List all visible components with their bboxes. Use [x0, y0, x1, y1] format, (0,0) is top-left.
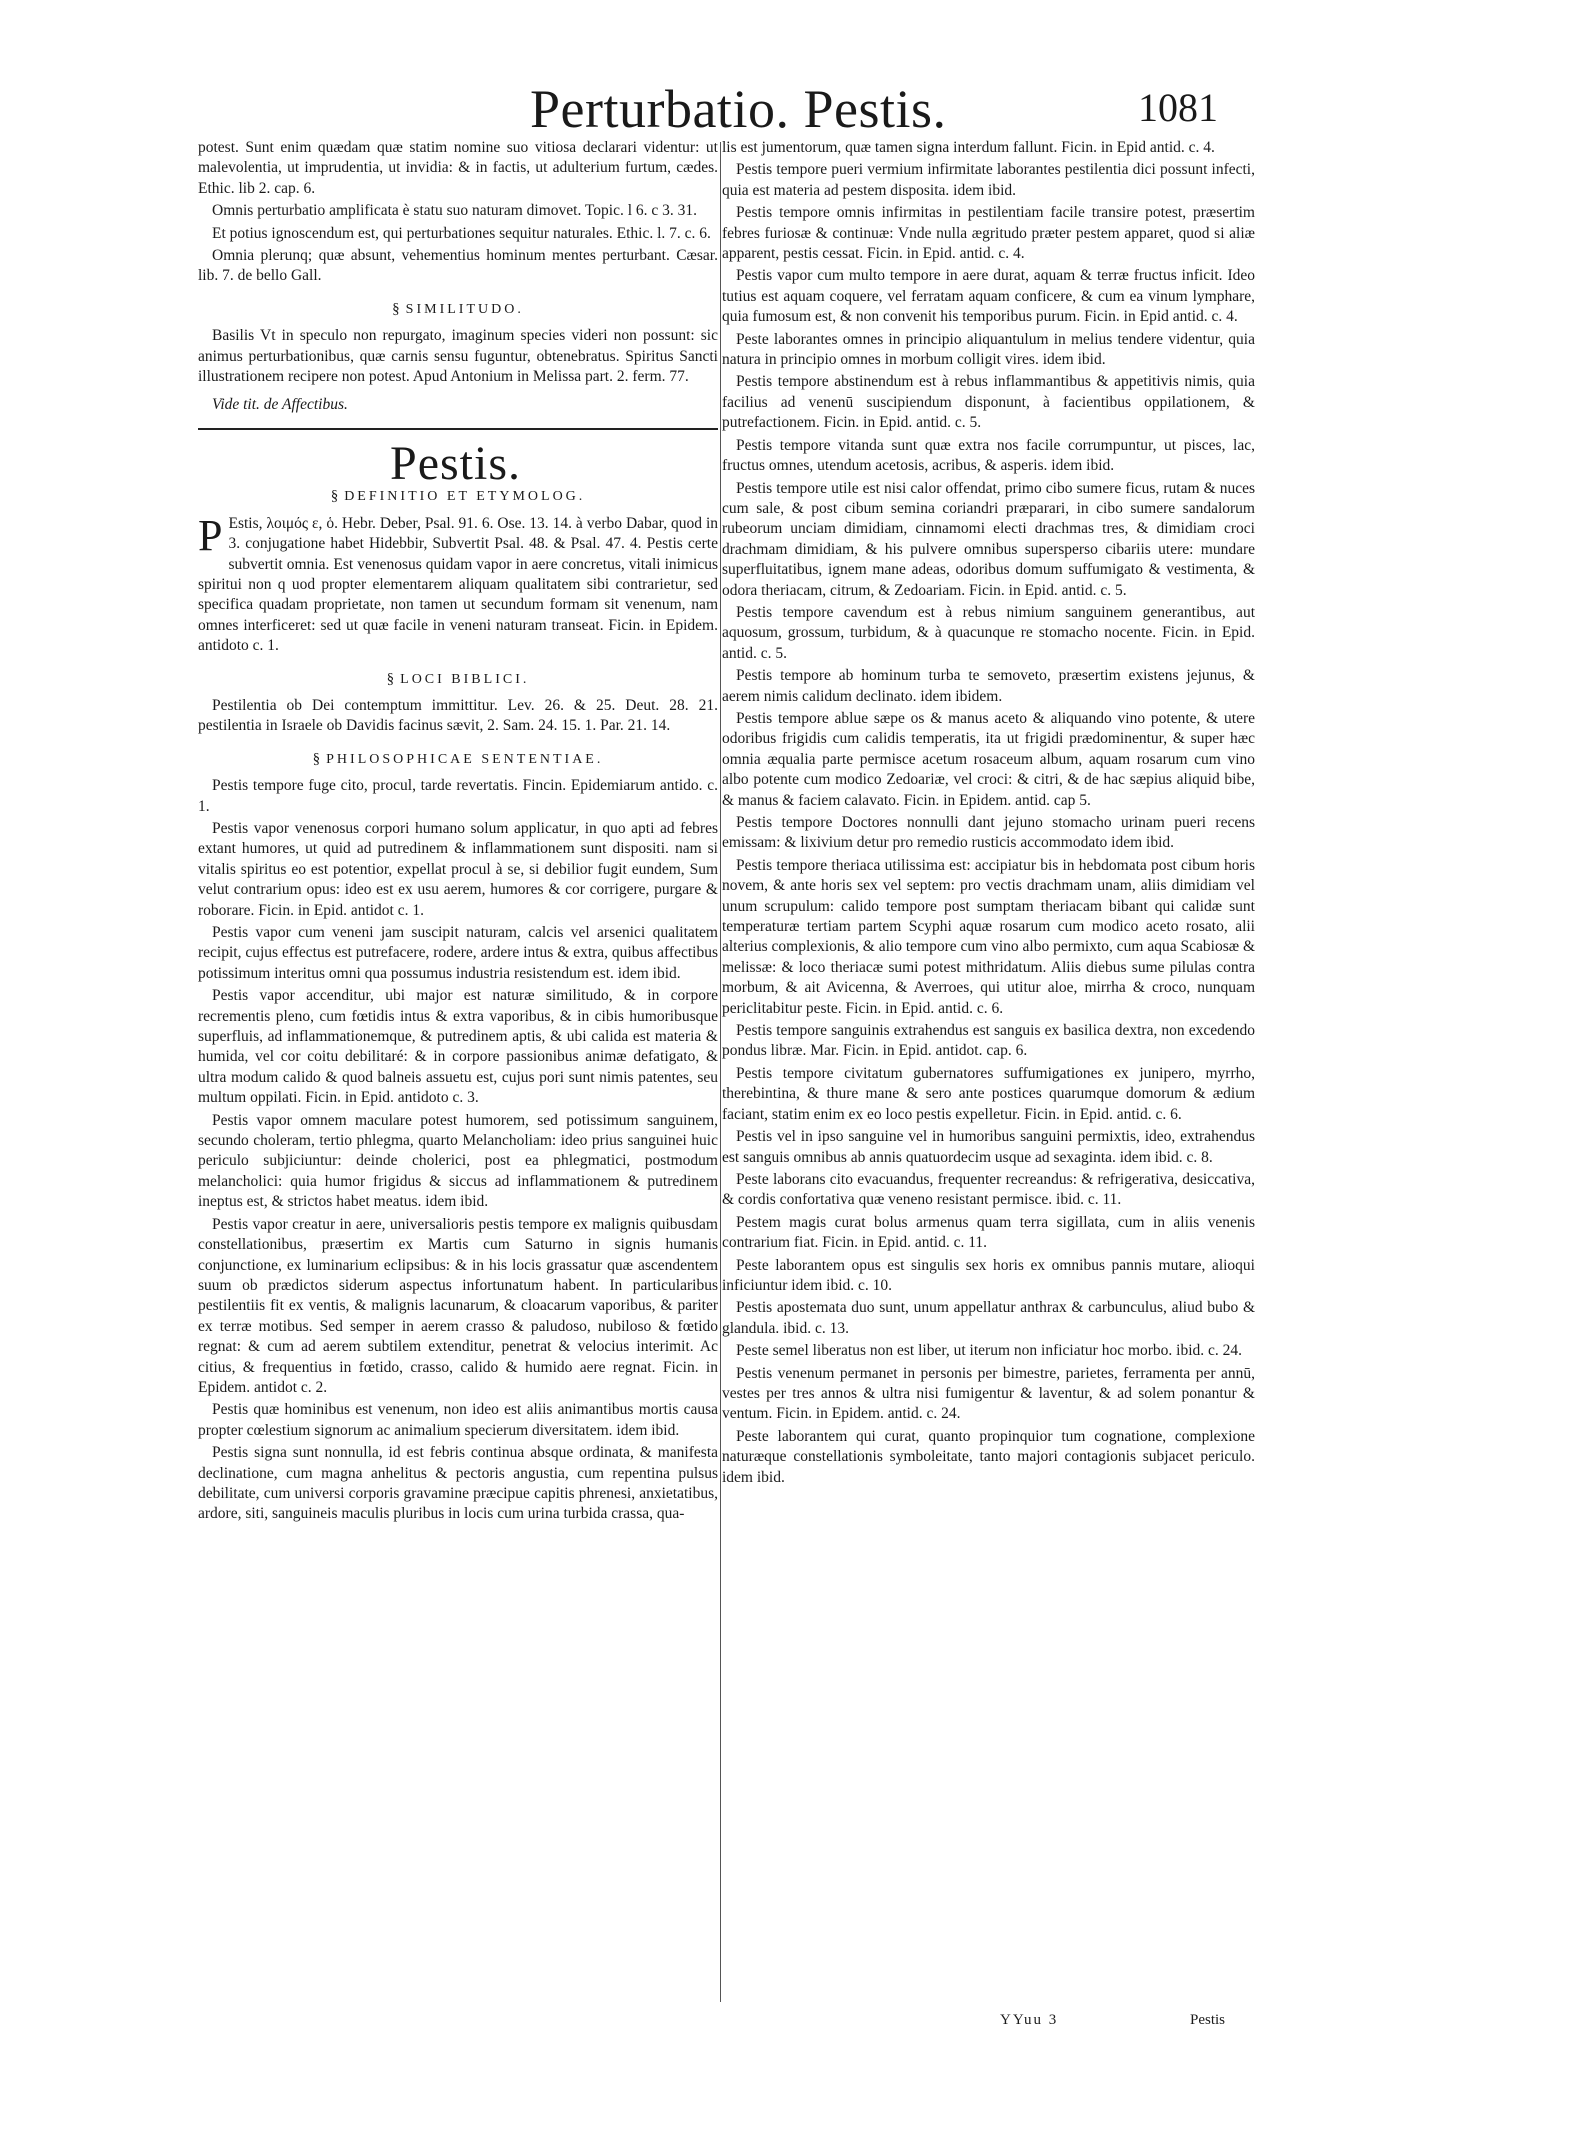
- paragraph: Pestis vapor accenditur, ubi major est naturæ similitudo, & in corpore recrementis pleno, cum fœtidis intus & extra vaporibus, & in cibis humoribusque superfluis, ad inflammationemque, & putredinem aptis, & ubi calida est materia & humida, vel cor coitu debilitaré: & in corpore passionibus animæ defatigato, & ultra modum calido & quod balneis assuetu est, cujus pori sunt nimis patentes, seu multum oppilati. Ficin. in Epid. antidoto c. 3.: [198, 987, 718, 1107]
- paragraph: Pestem magis curat bolus armenus quam terra sigillata, cum in aliis venenis contrarium fiat. Ficin. in Epid. antid. c. 11.: [722, 1213, 1255, 1252]
- paragraph: Pestis tempore pueri vermium infirmitate laborantes pestilentia dici possunt infecti, quia est materia ad pestem disposita. idem ibid.: [722, 161, 1255, 199]
- paragraph: Pestis tempore fuge cito, procul, tarde revertatis. Fincin. Epidemiarum antido. c. 1.: [198, 777, 718, 815]
- signature-mark: YYuu 3: [1000, 2012, 1059, 2028]
- running-head: Perturbatio. Pestis.: [530, 79, 947, 139]
- column-divider: [720, 142, 721, 2002]
- left-column: [198, 138, 718, 2018]
- right-column: [722, 138, 1255, 1998]
- section-rule: [198, 428, 718, 430]
- paragraph: Pestis apostemata duo sunt, unum appellatur anthrax & carbunculus, aliud bubo & glandula. ibid. c. 13.: [722, 1299, 1255, 1337]
- paragraph: Omnia plerunq; quæ absunt, vehementius hominum mentes perturbant. Cæsar. lib. 7. de bello Gall.: [198, 247, 718, 285]
- paragraph: Pestis venenum permanet in personis per bimestre, parietes, ferramenta per annū, vestes per tres annos & ultra nisi fumigentur & laventur, & ad solem ponantur & ventum. Ficin. in Epidem. antid. c. 24.: [722, 1364, 1255, 1423]
- similitudo-text: Basilis Vt in speculo non repurgato, imaginum species videri non possunt: sic animus perturbationibus, quæ carnis sensu fuguntur, obtenebratus. Spiritus Sancti illustrationem recipere non potest. Apud Antonium in Melissa part. 2. ferm. 77.: [198, 327, 718, 386]
- paragraph: Pestis tempore sanguinis extrahendus est sanguis ex basilica dextra, non excedendo pondus libræ. Mar. Ficin. in Epid. antidot. cap. 6.: [722, 1022, 1255, 1060]
- paragraph: Omnis perturbatio amplificata è statu suo naturam dimovet. Topic. l 6. c 3. 31.: [212, 202, 698, 220]
- paragraph: Pestis vapor cum multo tempore in aere durat, aquam & terræ fructus inficit. Ideo tutius est aquam coquere, vel ferratam aquam conficere, & cum ea vinum lymphare, quia fumosum est, & non convenit his temporibus purum. Ficin. in Epid antid. c. 4.: [722, 267, 1255, 326]
- paragraph: Peste laborantem qui curat, quanto propinquior tum cognatione, complexione naturæque constellationis symboleitate, tanto majori contagionis subjacet periculo. idem ibid.: [722, 1427, 1255, 1486]
- paragraph: Pestis vapor creatur in aere, universalioris pestis tempore ex malignis quibusdam constellationibus, præsertim ex Martis cum Saturno in signis humanis conjunctione, ex luminarium eclipsibus: & in his locis grassatur quæ ascendentem suum ob prædictos siderum aspectus infortunatum habent. In particularibus pestilentiis fit ex ventis, & malignis lacunarum, & cloacarum vaporibus, & pariter ex terræ motibus. Sed semper in aerem crasso & paludoso, nubiloso & fœtido regnat: & cum ad aerem subtilem extenditur, penetrat & velocius interimit. Ac citius, & frequentius in fœtido, crasso, calido & humido aere regnat. Ficin. in Epidem. antidot c. 2.: [198, 1215, 718, 1396]
- paragraph-mark-icon: §: [330, 488, 339, 505]
- paragraph: Peste laborantem opus est singulis sex horis ex omnibus pannis mutare, alioqui inficiuntur idem ibid. c. 10.: [722, 1256, 1255, 1294]
- paragraph: Pestis vapor venenosus corpori humano solum applicatur, in quo apti ad febres extant humores, ut quid ad putredinem & inflammationem sunt dispositi. nam si vitalis spiritus eo est potentior, expellat procul à se, si debilior fugit eundem, Sum velut contrarium opus: ideo est ex usu aerem, humores & cor corrigere, purgare & roborare. Ficin. in Epid. antidot c. 1.: [198, 819, 718, 919]
- paragraph-mark-icon: §: [312, 750, 321, 767]
- entry-title: Pestis.: [390, 436, 522, 490]
- loci-text: Pestilentia ob Dei contemptum immittitur. Lev. 26. & 25. Deut. 28. 21. pestilentia in Israele ob Davidis facinus sævit, 2. Sam. 24. 15. 1. Par. 21. 14.: [198, 696, 718, 735]
- catchword: Pestis: [1190, 2012, 1226, 2028]
- section-heading-loci: § LOCI BIBLICI.: [386, 670, 530, 687]
- section-heading-definitio: § DEFINITIO ET ETYMOLOG.: [330, 488, 586, 505]
- definition-text: P Estis, λοιμός ε, ὁ. Hebr. Deber, Psal. 91. 6. Ose. 13. 14. à verbo Dabar, quod in 3. conjugatione habet Hidebbir, Subvertit Psal. 48. & Psal. 47. 4. Pestis certe subvertit omnia. Est venenosus quidam vapor in aere concretus, vitali inimicus spiritui non q uod propter elementarem aliquam qualitatem sibi contrarietur, sed specifica quadam proprietate, non tamen ut secundum formam sit venenum, nam omnes interficeret: sed ut quæ facile in veneni naturam transeat. Ficin. in Epidem. antidoto c. 1.: [198, 510, 718, 655]
- page-number: 1081: [1138, 85, 1218, 130]
- paragraph: Pestis vapor cum veneni jam suscipit naturam, calcis vel arsenici qualitatem recipit, cujus effectus est putrefacere, rodere, ardere intus & extra, quibus affectibus potissimum interitus omni qua possumus industria resistendum est. idem ibid.: [198, 924, 718, 982]
- paragraph: Pestis vapor omnem maculare potest humorem, sed potissimum sanguinem, secundo choleram, tertio phlegma, quarto Melancholiam: ideo prius sanguinei huic periculo subjiciuntur: deinde cholerici, post ea phlegmatici, postmodum melancholici: quia humor frigidus & siccus ad inflammationem & putredinem ineptus est, & strictos habet meatus. idem ibid.: [198, 1111, 718, 1211]
- paragraph: Pestis tempore Doctores nonnulli dant jejuno stomacho urinam pueri recens emissam: & lixivium detur pro remedio rusticis accommodato idem ibid.: [722, 814, 1255, 852]
- paragraph: Pestis tempore ablue sæpe os & manus aceto & aliquando vino potente, & utere odoribus frigidis cum calidis temperatis, ita ut frigidi prædominentur, & super hæc omnia æqualia parte permisce acetum rosaceum album, aquam rosarum cum vino albo potente cum modico Zedoariæ, vel croci: & citri, & de hac sæpius aliquid bibe, & manus & faciem calavato. Ficin. in Epidem. antid. cap 5.: [722, 709, 1255, 809]
- drop-cap: P: [198, 510, 223, 560]
- paragraph: potest. Sunt enim quædam quæ statim nomine suo vitiosa declarari videntur: ut malevolentia, ut imprudentia, ut invidia: & in factis, ut adulterium furtum, cædes. Ethic. lib 2. cap. 6.: [198, 139, 718, 197]
- paragraph: Peste laborans cito evacuandus, frequenter recreandus: & refrigerativa, desiccativa, & cordis confortativa quæ veneno resistant permisce. ibid. c. 11.: [722, 1170, 1255, 1209]
- paragraph: Pestis tempore vitanda sunt quæ extra nos facile corrumpuntur, ut pisces, lac, fructus omnes, utendum acetosis, acribus, & asperis. idem ibid.: [722, 436, 1255, 475]
- paragraph: Pestis tempore utile est nisi calor offendat, primo cibo sumere ficus, rutam & nuces cum sale, & post cibum semina coriandri præparari, in cibo sumere sandalorum rubeorum unciam dimidiam, cinnamomi electi drachmas tres, & dimidiam croci drachmam dimidiam, & his pulvere omnibus superspersо cibariis utere: mundare superfluitatibus, ignem mane adeas, odoribus domum suffumigato & vestimenta, & odora theriacam, citrum, & Zedoariam. Ficin. in Epid. antid. c. 5.: [722, 479, 1255, 599]
- paragraph: Pestis tempore omnis infirmitas in pestilentiam facile transire potest, præsertim febres furiosæ & continuæ: Vnde nulla ægritudo præter pestem apparet, quod si aliæ apparent, pestis cessat. Ficin. in Epid. antid. c. 4.: [722, 204, 1255, 263]
- see-also: Vide tit. de Affectibus.: [212, 396, 348, 414]
- paragraph: lis est jumentorum, quæ tamen signa interdum fallunt. Ficin. in Epid antid. c. 4.: [722, 139, 1215, 156]
- paragraph: Pestis signa sunt nonnulla, id est febris continua absque ordinata, & manifesta declinatione, cum magna anhelitus & pectoris angustia, cum repentina pulsus debilitate, cum universi corporis gravamine præcipue capitis phrenesi, anxietatibus, ardore, siti, sanguineis maculis pluribus in locis cum urina turbida crassa, qua-: [198, 1444, 718, 1523]
- paragraph-mark-icon: §: [386, 670, 395, 687]
- paragraph: Peste laborantes omnes in principio aliquantulum in melius tendere videntur, quia natura in principio omnes in morbum colligit vires. idem ibid.: [722, 330, 1255, 369]
- paragraph: Pestis tempore civitatum gubernatores suffumigationes ex junipero, myrrho, therebintina, & thure mane & sero ante postices quarumque domorum & ædium faciant, statim enim ex eo loco pestis expelletur. Ficin. in Epid. antid. c. 6.: [722, 1064, 1255, 1123]
- paragraph: Pestis tempore theriaca utilissima est: accipiatur bis in hebdomata post cibum horis novem, & ante horis sex vel septem: pro vectis drachmam unam, aliis dimidiam vel unum scrupulum: calido tempore post sumptam theriacam bibant qui calidæ sunt temperaturæ tertiam partem Scyphi aquæ rosarum cum modico aceto rosato, alii alterius complexionis, & alio tempore cum vino albo permixto, cum aqua Scabiosæ & melissæ: & loco theriacæ sumi potest mithridatum. Aliis diebus sume pilulas contra morbum, & ait Avicenna, & Averroes, qui utitur aloe, mirrha & croco, nunquam periclitabitur peste. Ficin. in Epid. antid. c. 6.: [722, 856, 1255, 1017]
- paragraph: Peste semel liberatus non est liber, ut iterum non inficiatur hoc morbo. ibid. c. 24.: [736, 1342, 1243, 1360]
- paragraph: Pestis tempore ab hominum turba te semoveto, præsertim existens jejunus, & aerem nimis calidum declinato. idem ibidem.: [722, 667, 1255, 705]
- section-heading-similitudo: § SIMILITUDO.: [392, 300, 524, 317]
- paragraph: Pestis tempore cavendum est à rebus nimium sanguinem generantibus, aut aquosum, grossum, turbidum, & à quacunque re stomacho nocente. Ficin. in Epid. antid. c. 5.: [722, 603, 1255, 662]
- paragraph: Pestis tempore abstinendum est à rebus inflammantibus & appetitivis nimis, quia facilius ad venenū suscipiendum disponunt, à facientibus oppilationem, & putrefactionem. Ficin. in Epid. antid. c. 5.: [722, 373, 1255, 432]
- paragraph: Et potius ignoscendum est, qui perturbationes sequitur naturales. Ethic. l. 7. c. 6.: [212, 224, 711, 242]
- paragraph-mark-icon: §: [392, 300, 400, 317]
- paragraph: Pestis vel in ipso sanguine vel in humoribus sanguini permixtis, ideo, extrahendus est sanguis omnibus ab annis quatuordecim usque ad sexaginta. idem ibid. c. 8.: [722, 1128, 1255, 1166]
- section-heading-philosophicae: § PHILOSOPHICAE SENTENTIAE.: [312, 750, 604, 767]
- paragraph: Pestis quæ hominibus est venenum, non ideo est aliis animantibus mortis causa propter cœlestium signorum ac animalium specierum diversitatem. idem ibid.: [198, 1401, 718, 1439]
